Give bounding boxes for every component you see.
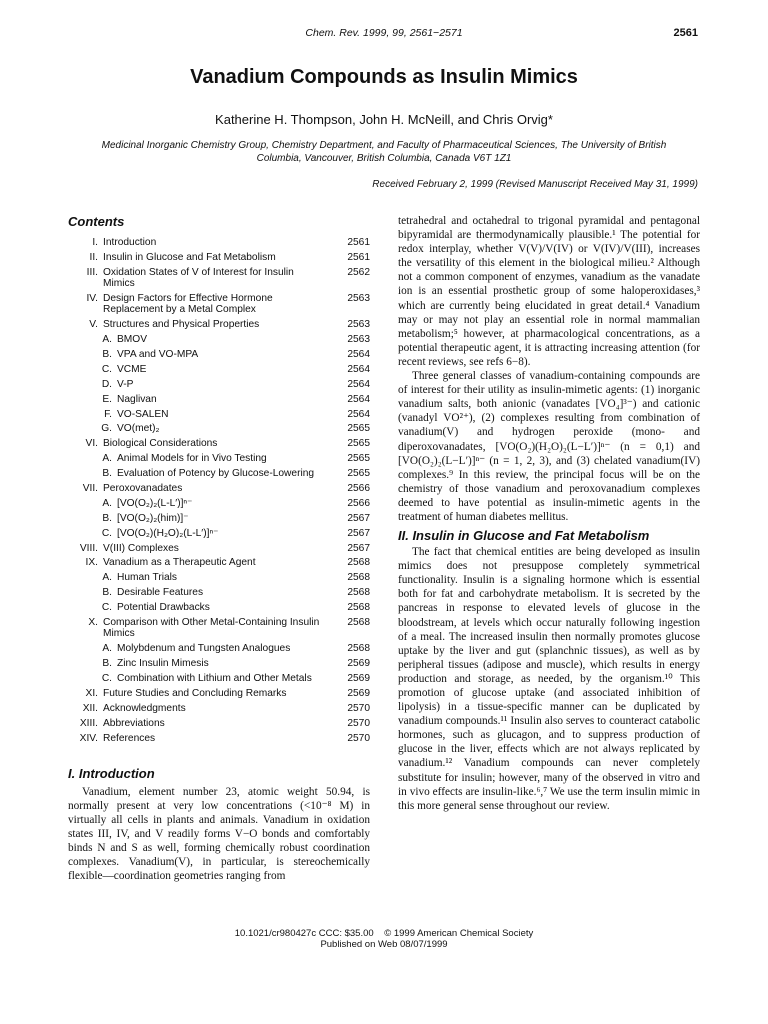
toc-entry-page: 2566	[347, 497, 370, 509]
toc-entry-page: 2564	[347, 393, 370, 405]
toc-entry-number: VIII.	[79, 542, 98, 554]
toc-entry[interactable]	[68, 658, 370, 669]
toc-entry-page: 2570	[347, 717, 370, 729]
affiliation: Medicinal Inorganic Chemistry Group, Chemistry Department, and Faculty of Pharmaceutical Sciences, The University of British Columbia, Vancouver, British Columbia, Canada V6T 1Z1	[101, 140, 667, 164]
toc-entry[interactable]	[68, 438, 370, 449]
toc-entry[interactable]	[68, 483, 370, 494]
toc-entry-title: VCME	[117, 363, 147, 375]
toc-entry-page: 2564	[347, 378, 370, 390]
toc-entry[interactable]	[68, 394, 370, 405]
toc-entry-number: C.	[101, 527, 112, 539]
toc-entry-page: 2569	[347, 672, 370, 684]
toc-entry[interactable]	[68, 528, 370, 539]
toc-entry-title: Potential Drawbacks	[117, 602, 210, 614]
toc-entry-page: 2564	[347, 348, 370, 360]
toc-entry-number: D.	[101, 378, 112, 390]
toc-entry[interactable]	[68, 379, 370, 390]
page-number: 2561	[673, 27, 698, 39]
left-column	[68, 214, 370, 883]
toc-entry-title: Human Trials	[117, 572, 178, 584]
contents-heading: Contents	[68, 214, 125, 229]
toc-entry-title: Oxidation States of V of Interest for Insulin Mimics	[103, 266, 294, 290]
toc-entry-page: 2568	[347, 643, 370, 655]
toc-entry[interactable]	[68, 543, 370, 554]
toc-entry[interactable]	[68, 498, 370, 509]
toc-entry-page: 2563	[347, 292, 370, 304]
toc-entry[interactable]	[68, 557, 370, 568]
toc-entry-number: II.	[89, 251, 98, 263]
section-heading-introduction: I. Introduction	[68, 765, 155, 781]
paragraph: Three general classes of vanadium-containing compounds are of interest for their utility as insulin-mimetic agents: (1) inorganic vanadium salts, both anionic (vanadates [VO₄]³⁻) and cationic (vanadyl VO²⁺), (2) complexes resulting from combination of vanadium(V) and hydrogen peroxide (mono- and diperoxovanadates, [VO(O₂)(H₂O)₂(L−L′)]ⁿ⁻ (n = 0,1) and [VO(O₂)₂(L−L′)]ⁿ⁻ (n = 1, 2, 3), and (3) chelated vanadium(IV) complexes.⁹ In this review, the principal focus will be on the chemistry of those vanadium and peroxovanadium complexes deemed to have potential as insulin-mimetic agents in the treatment of human diabetes mellitus.	[398, 370, 700, 523]
toc-entry-number: A.	[102, 643, 112, 655]
toc-entry[interactable]	[68, 513, 370, 524]
toc-entry-page: 2569	[347, 687, 370, 699]
section-heading-insulin-metabolism: II. Insulin in Glucose and Fat Metabolism	[398, 528, 650, 544]
toc-entry[interactable]	[68, 319, 370, 330]
toc-entry-page: 2563	[347, 334, 370, 346]
toc-entry-page: 2567	[347, 527, 370, 539]
toc-entry-page: 2561	[347, 237, 370, 248]
toc-entry-page: 2568	[347, 616, 370, 628]
paragraph: tetrahedral and octahedral to trigonal pyramidal and pentagonal bipyramidal are thermodynamically plausible.¹ The potential for redox interplay, whether V(V)/V(IV) or V(IV)/V(III), increases the versatility of this element in the biological milieu.² Although not a common component of enzymes, vanadium as the vanadate ion is an essential prosthetic group of some haloperoxidases,³ which are currently being elucidated in great detail.⁴ Vanadium may or may not play an essential role in normal mammalian metabolism;⁵ however, at pharmacological concentrations, as a potential therapeutic agent, it is attracting increasing attention (for recent reviews, see refs 6−8).	[398, 215, 700, 368]
running-header	[0, 27, 768, 47]
toc-entry-page: 2565	[347, 453, 370, 465]
toc-entry[interactable]	[68, 453, 370, 464]
toc-entry-number: B.	[102, 587, 112, 599]
toc-entry-title: V(III) Complexes	[103, 542, 179, 554]
toc-entry[interactable]	[68, 617, 370, 640]
toc-entry[interactable]	[68, 587, 370, 598]
toc-entry-title: [VO(O₂)₂(him)]⁻	[117, 512, 189, 524]
toc-entry-title: Peroxovanadates	[103, 482, 183, 494]
publication-date-line: Published on Web 08/07/1999	[320, 939, 448, 950]
toc-entry-page: 2563	[347, 319, 370, 331]
page-footer	[0, 928, 768, 950]
toc-entry-page: 2570	[347, 702, 370, 714]
toc-entry-title: VO-SALEN	[117, 408, 169, 420]
toc-entry-number: V.	[89, 319, 98, 331]
toc-entry[interactable]	[68, 423, 370, 434]
toc-entry-title: Zinc Insulin Mimesis	[117, 658, 209, 670]
toc-entry-title: Combination with Lithium and Other Metals	[117, 672, 312, 684]
toc-entry-number: B.	[102, 512, 112, 524]
toc-entry-number: F.	[104, 408, 112, 420]
toc-entry-title: Desirable Features	[117, 587, 204, 599]
toc-entry-number: XIII.	[79, 717, 98, 729]
toc-entry-title: Evaluation of Potency by Glucose-Lowering	[117, 468, 315, 480]
toc-entry-page: 2568	[347, 587, 370, 599]
toc-entry-number: VI.	[85, 438, 98, 450]
toc-entry-page: 2561	[347, 251, 370, 263]
toc-entry-page: 2565	[347, 438, 370, 450]
toc-entry-number: C.	[101, 672, 112, 684]
received-dates: Received February 2, 1999 (Revised Manuscript Received May 31, 1999)	[372, 179, 698, 190]
toc-entry-number: E.	[102, 393, 112, 405]
toc-entry-title: References	[103, 732, 156, 744]
toc-entry-page: 2568	[347, 602, 370, 614]
toc-entry-number: XII.	[82, 702, 98, 714]
article-title: Vanadium Compounds as Insulin Mimics	[190, 66, 578, 88]
toc-entry-number: XI.	[85, 687, 98, 699]
toc-entry-number: VII.	[82, 482, 98, 494]
toc-entry[interactable]	[68, 334, 370, 345]
toc-entry-number: A.	[102, 572, 112, 584]
toc-entry[interactable]	[68, 252, 370, 263]
toc-entry-number: IV.	[86, 292, 98, 304]
toc-entry[interactable]	[68, 267, 370, 290]
toc-entry[interactable]	[68, 364, 370, 375]
toc-entry-page: 2562	[347, 266, 370, 278]
toc-entry[interactable]	[68, 643, 370, 654]
toc-entry-page: 2566	[347, 482, 370, 494]
toc-entry-number: I.	[92, 237, 98, 248]
toc-entry-number: B.	[102, 348, 112, 360]
toc-entry-title: BMOV	[117, 334, 148, 346]
toc-entry-title: Acknowledgments	[103, 702, 186, 714]
toc-entry[interactable]	[68, 293, 370, 316]
toc-entry-page: 2567	[347, 512, 370, 524]
toc-entry[interactable]	[68, 673, 370, 684]
toc-entry[interactable]	[68, 733, 370, 744]
toc-entry-title: [VO(O₂)(H₂O)₂(L-L′)]ⁿ⁻	[117, 527, 219, 539]
toc-entry-number: X.	[88, 616, 98, 628]
toc-entry-title: Structures and Physical Properties	[103, 319, 260, 331]
toc-entry-title: VPA and VO-MPA	[117, 348, 199, 360]
toc-entry-number: B.	[102, 658, 112, 670]
toc-entry-title: Insulin in Glucose and Fat Metabolism	[103, 251, 276, 263]
toc-entry-title: Abbreviations	[103, 717, 165, 729]
toc-entry-page: 2564	[347, 363, 370, 375]
toc-entry-page: 2569	[347, 658, 370, 670]
toc-entry-page: 2568	[347, 572, 370, 584]
author-list: Katherine H. Thompson, John H. McNeill, and Chris Orvig*	[215, 112, 553, 127]
toc-entry[interactable]	[68, 409, 370, 420]
toc-entry-page: 2567	[347, 542, 370, 554]
toc-entry-number: C.	[101, 602, 112, 614]
toc-entry-number: A.	[102, 453, 112, 465]
intro-text	[68, 785, 370, 884]
toc-entry-page: 2570	[347, 732, 370, 744]
toc-entry-title: Introduction	[103, 237, 157, 248]
toc-entry-number: III.	[86, 266, 98, 278]
toc-entry-title: Future Studies and Concluding Remarks	[103, 687, 287, 699]
toc-entry-title: Animal Models for in Vivo Testing	[117, 453, 267, 465]
right-column	[398, 214, 700, 813]
toc-entry[interactable]	[68, 349, 370, 360]
toc-entry-number: G.	[101, 423, 112, 435]
paragraph: The fact that chemical entities are being developed as insulin mimics does not presuppose completely symmetrical functionality. Insulin is a signaling hormone which is essential both for fat and carbohydrate metabolism. It is secreted by the pancreas in response to elevated levels of glucose in the bloodstream, at levels which occur naturally following ingestion of a meal. The increased insulin then normally promotes glucose uptake by the liver and gut (splanchnic tissues), as well as by peripheral tissues (adipose and muscle), which results in energy production and storage, as needed, by the organism.¹⁰ This promotion of glucose uptake (and associated inhibition of lipolysis) in a tissue-specific manner can be duplicated by vanadium compounds.¹¹ Insulin also serves to counteract catabolic hormones, such as glucagon, and to suppress production of glucose in the liver, effects which are not always replicated by vanadium.¹² Vanadium compounds can never completely substitute for insulin; however, many of the observed in vitro and in vivo effects are insulin-like.⁶,⁷ We use the term insulin mimic in this more general sense throughout our review.	[398, 546, 700, 812]
right-column-text	[398, 214, 700, 524]
toc-entry[interactable]	[68, 688, 370, 699]
toc-entry-page: 2565	[347, 423, 370, 435]
toc-entry-title: Biological Considerations	[103, 438, 218, 450]
toc-entry-title: Design Factors for Effective Hormone Replacement by a Metal Complex	[103, 292, 273, 316]
toc-entry-title: Comparison with Other Metal-Containing Insulin Mimics	[103, 616, 320, 640]
doi-copyright-line: 10.1021/cr980427c CCC: $35.00 © 1999 American Chemical Society	[234, 928, 534, 939]
toc-entry-number: B.	[102, 468, 112, 480]
toc-entry-number: A.	[102, 334, 112, 346]
toc-entry-number: XIV.	[79, 732, 98, 744]
toc-entry-title: Vanadium as a Therapeutic Agent	[103, 557, 256, 569]
toc-entry-title: Naglivan	[117, 393, 157, 405]
toc-entry-title: Molybdenum and Tungsten Analogues	[117, 643, 291, 655]
toc-entry-title: [VO(O₂)₂(L-L′)]ⁿ⁻	[117, 497, 193, 509]
toc-entry[interactable]	[68, 718, 370, 729]
section-2-text	[398, 545, 700, 813]
toc-entry-page: 2568	[347, 557, 370, 569]
table-of-contents	[68, 237, 370, 744]
toc-entry[interactable]	[68, 602, 370, 613]
toc-entry-page: 2565	[347, 468, 370, 480]
toc-entry[interactable]	[68, 572, 370, 583]
toc-entry-number: C.	[101, 363, 112, 375]
toc-entry[interactable]	[68, 468, 370, 479]
toc-entry-title: VO(met)₂	[117, 423, 160, 435]
toc-entry-number: A.	[102, 497, 112, 509]
toc-entry-title: V-P	[117, 378, 134, 390]
paragraph: Vanadium, element number 23, atomic weight 50.94, is normally present at very low concentrations (<10⁻⁸ M) in virtually all cells in plants and animals. Vanadium in oxidation states III, IV, and V readily forms V−O bonds and comfortably binds N and S as well, forming chemically robust coordination complexes. Vanadium(V), in particular, is stereochemically flexible—coordination geometries ranging from	[68, 785, 370, 883]
toc-entry[interactable]	[68, 703, 370, 714]
toc-entry-page: 2564	[347, 408, 370, 420]
toc-entry[interactable]	[68, 237, 370, 248]
toc-entry-number: IX.	[85, 557, 98, 569]
journal-citation: Chem. Rev. 1999, 99, 2561−2571	[305, 27, 463, 39]
